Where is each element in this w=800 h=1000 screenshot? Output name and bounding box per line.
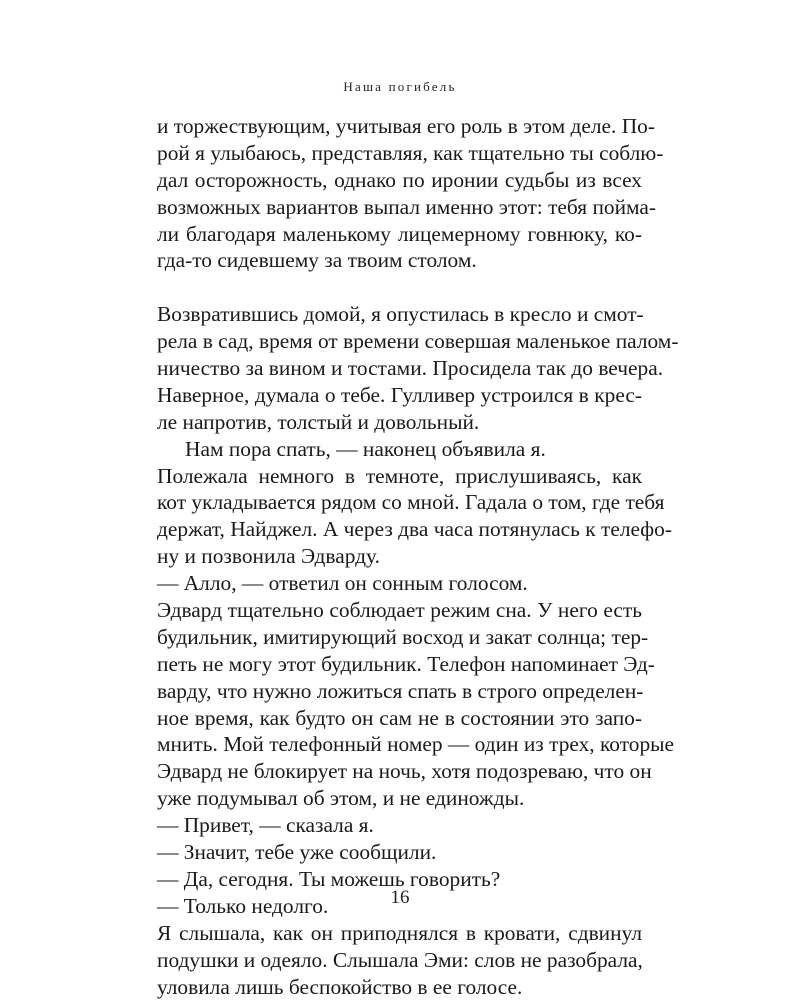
text-line: Наверное, думала о тебе. Гулливер устроился в крес- <box>157 382 642 407</box>
text-line: уловила лишь беспокойство в ее голосе. <box>157 974 523 999</box>
text-line: ли благодаря маленькому лицемерному говнюку, ко- <box>157 221 642 246</box>
text-line: петь не могу этот будильник. Телефон напоминает Эд- <box>157 651 655 676</box>
text-line: ну и позвонила Эдварду. <box>157 544 380 569</box>
text-line: рела в сад, время от времени совершая маленькое палом- <box>157 329 679 354</box>
paragraph-gap <box>157 274 642 301</box>
body-text <box>157 113 679 1000</box>
text-line: — Только недолго. <box>157 893 329 918</box>
text-line: уже подумывал об этом, и не единожды. <box>157 786 525 811</box>
text-line: ное время, как будто он сам не в состоянии это запо- <box>157 705 642 730</box>
text-line: возможных вариантов выпал именно этот: тебя пойма- <box>157 194 657 219</box>
text-line: ничество за вином и тостами. Просидела так до вечера. <box>157 356 664 381</box>
text-line: варду, что нужно ложиться спать в строго определен- <box>157 678 644 703</box>
text-line: — Привет, — сказала я. <box>157 813 374 838</box>
text-line: Эдвард тщательно соблюдает режим сна. У него есть <box>157 598 642 623</box>
text-line: кот укладывается рядом со мной. Гадала о том, где тебя <box>157 490 665 515</box>
text-line: и торжествующим, учитывая его роль в этом деле. По- <box>157 114 655 138</box>
text-line: — Да, сегодня. Ты можешь говорить? <box>157 866 501 891</box>
text-line: держат, Найджел. А через два часа потянулась к телефо- <box>157 517 672 542</box>
text-line: будильник, имитирующий восход и закат солнца; тер- <box>157 624 649 649</box>
page-number: 16 <box>390 887 410 908</box>
running-head: Наша погибель <box>343 79 457 94</box>
text-line: — Алло, — ответил он сонным голосом. <box>157 571 528 596</box>
text-line: Нам пора спать, — наконец объявила я. <box>185 436 546 461</box>
text-line: рой я улыбаюсь, представляя, как тщательно ты соблю- <box>157 140 664 165</box>
text-line: ле напротив, толстый и довольный. <box>157 409 480 434</box>
text-line: дал осторожность, однако по иронии судьбы из всех <box>157 167 642 192</box>
text-line: Возвратившись домой, я опустилась в кресло и смот- <box>157 302 644 327</box>
text-line: мнить. Мой телефонный номер — один из трех, которые <box>157 732 675 757</box>
text-line: Я слышала, как он приподнялся в кровати, сдвинул <box>157 920 642 945</box>
text-line: гда-то сидевшему за твоим столом. <box>157 248 477 273</box>
text-line: Эдвард не блокирует на ночь, хотя подозреваю, что он <box>157 759 652 784</box>
text-line: Полежала немного в темноте, прислушиваясь, как <box>157 463 642 488</box>
text-line: подушки и одеяло. Слышала Эми: слов не разобрала, <box>157 947 643 972</box>
text-line: — Значит, тебе уже сообщили. <box>157 840 437 865</box>
